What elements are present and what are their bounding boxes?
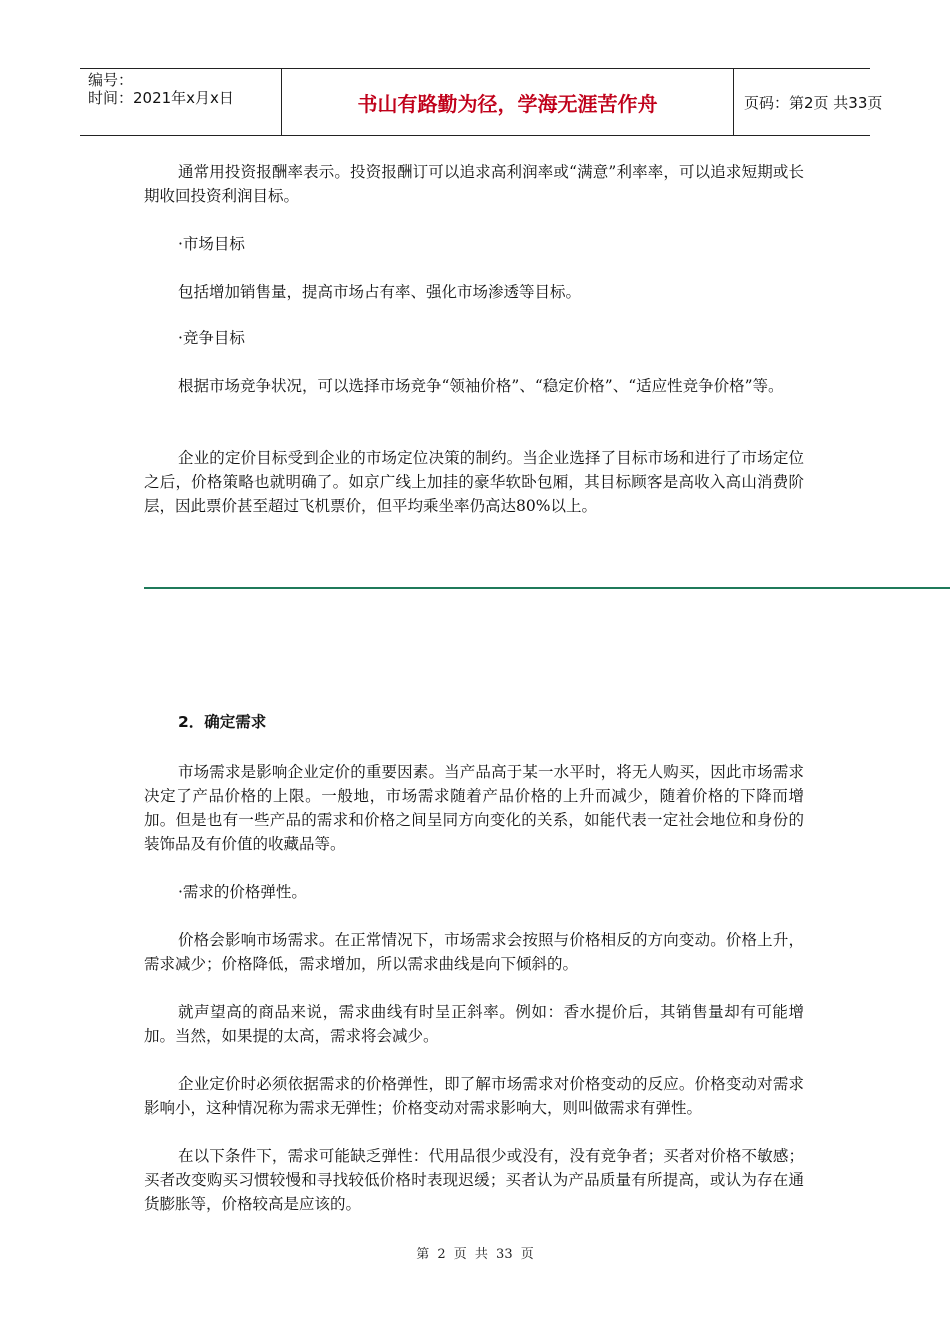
- paragraph-investment-return: 通常用投资报酬率表示。投资报酬订可以追求高利润率或“满意”利率率，可以追求短期或长期收回投资利润目标。: [144, 163, 804, 205]
- bullet-market-goal: ·市场目标: [178, 235, 245, 253]
- header-middle-cell: [282, 69, 734, 135]
- paragraph-competition-goal: 根据市场竞争状况，可以选择市场竞争“领袖价格”、“稳定价格”、“适应性竞争价格”等。: [178, 377, 784, 395]
- section-divider: [144, 587, 950, 589]
- paragraph-prestige-goods: 就声望高的商品来说，需求曲线有时呈正斜率。例如：香水提价后，其销售量却有可能增加。当然，如果提的太高，需求将会减少。: [144, 1003, 804, 1045]
- header-left-cell: [80, 69, 282, 135]
- document-date-label: 时间：2021年x月x日: [88, 89, 234, 107]
- bullet-price-elasticity: ·需求的价格弹性。: [178, 883, 307, 901]
- paragraph-price-affects-demand: 价格会影响市场需求。在正常情况下，市场需求会按照与价格相反的方向变动。价格上升，需求减少；价格降低，需求增加，所以需求曲线是向下倾斜的。: [144, 931, 804, 973]
- header-right-cell: [734, 69, 883, 135]
- header-page-info: 页码：第2页 共33页: [744, 94, 883, 112]
- page-header: [80, 68, 883, 136]
- paragraph-inelastic-conditions: 在以下条件下，需求可能缺乏弹性：代用品很少或没有，没有竞争者；买者对价格不敏感；买者改变购买习惯较慢和寻找较低价格时表现迟缓；买者认为产品质量有所提高，或认为存在通货膨胀等，价格较高是应该的。: [144, 1147, 804, 1213]
- header-motto: 书山有路勤为径，学海无涯苦作舟: [357, 92, 658, 116]
- document-number-label: 编号：: [88, 71, 134, 89]
- paragraph-elasticity-definition: 企业定价时必须依据需求的价格弹性，即了解市场需求对价格变动的反应。价格变动对需求影响小，这种情况称为需求无弹性；价格变动对需求影响大，则叫做需求有弹性。: [144, 1075, 804, 1117]
- paragraph-positioning: 企业的定价目标受到企业的市场定位决策的制约。当企业选择了目标市场和进行了市场定位之后，价格策略也就明确了。如京广线上加挂的豪华软卧包厢，其目标顾客是高收入高山消费阶层，因此票价甚至超过飞机票价，但平均乘坐率仍高达80%以上。: [144, 449, 804, 515]
- paragraph-market-demand: 市场需求是影响企业定价的重要因素。当产品高于某一水平时，将无人购买，因此市场需求决定了产品价格的上限。一般地，市场需求随着产品价格的上升而减少，随着价格的下降而增加。但是也有一些产品的需求和价格之间呈同方向变化的关系，如能代表一定社会地位和身份的装饰品及有价值的收藏品等。: [144, 763, 804, 853]
- page-footer: 第 2 页 共 33 页: [416, 1247, 534, 1262]
- section-heading-demand: 2．确定需求: [178, 713, 267, 731]
- bullet-competition-goal: ·竞争目标: [178, 329, 245, 347]
- paragraph-market-goal: 包括增加销售量，提高市场占有率、强化市场渗透等目标。: [178, 283, 582, 301]
